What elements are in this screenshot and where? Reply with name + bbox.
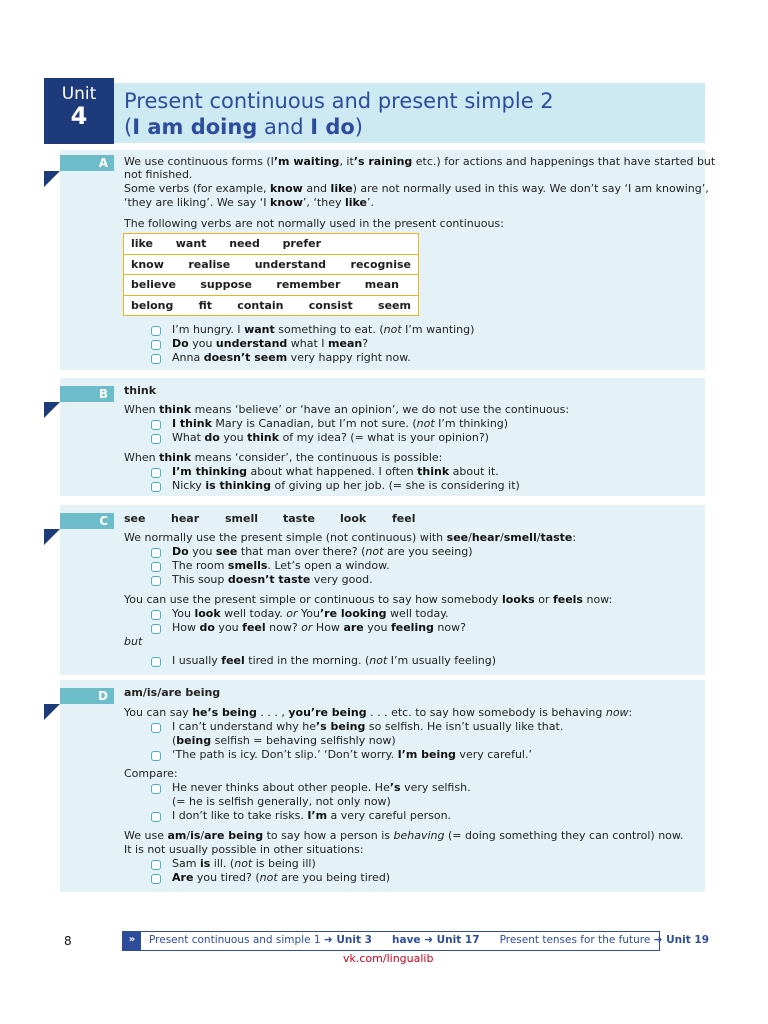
cross-references (149, 934, 709, 946)
b-para2: When think means ‘consider’, the continuous is possible: (124, 451, 443, 464)
d-example5: Sam is ill. (not is being ill) (172, 857, 316, 870)
source-link[interactable]: vk.com/lingualib (343, 952, 434, 965)
a-example3: Anna doesn’t seem very happy right now. (172, 351, 411, 364)
bullet-icon (151, 610, 161, 620)
table-row: know realise understand recognise (124, 254, 419, 275)
bullet-icon (151, 482, 161, 492)
bullet-icon (151, 562, 161, 572)
d-heading: am/is/are being (124, 686, 221, 699)
bullet-icon (151, 354, 161, 364)
verb-table (123, 233, 419, 316)
c-heading-hear: hear (171, 512, 200, 525)
ref-link-unit3[interactable]: Present continuous and simple 1 ➜ Unit 3 (149, 934, 372, 946)
c-example6: I usually feel tired in the morning. (not I’m usually feeling) (172, 654, 497, 667)
c-heading-look: look (340, 512, 367, 525)
unit-badge (44, 78, 114, 144)
section-c-marker (44, 529, 60, 545)
c-heading-feel: feel (392, 512, 416, 525)
b-example2: What do you think of my idea? (= what is your opinion?) (172, 431, 489, 444)
section-d-marker (44, 704, 60, 720)
bullet-icon (151, 326, 161, 336)
bullet-icon (151, 784, 161, 794)
c-para2: You can use the present simple or continuous to say how somebody looks or feels now: (124, 593, 613, 606)
b-heading: think (124, 384, 157, 397)
title-line2: (I am doing and I do) (124, 115, 363, 139)
c-example5: How do you feel now? or How are you feeling now? (172, 621, 466, 634)
bullet-icon (151, 657, 161, 667)
a-para1-line1: We use continuous forms (I’m waiting, it’s raining etc.) for actions and happenings that have started but (124, 155, 716, 168)
cross-reference-bar (122, 931, 709, 951)
c-example3: This soup doesn’t taste very good. (172, 573, 373, 586)
d-example2: ‘The path is icy. Don’t slip.’ ‘Don’t worry. I’m being very careful.’ (172, 748, 532, 761)
ref-link-unit19[interactable]: Present tenses for the future ➜ Unit 19 (499, 934, 709, 946)
d-para3: It is not usually possible in other situations: (124, 843, 364, 856)
d-example4: I don’t like to take risks. I’m a very careful person. (172, 809, 452, 822)
c-para1: We normally use the present simple (not continuous) with see/hear/smell/taste: (124, 531, 577, 544)
b-example1: I think Mary is Canadian, but I’m not sure. (not I’m thinking) (172, 417, 509, 430)
page-number: 8 (64, 934, 72, 948)
d-example3-note: (= he is selfish generally, not only now) (172, 795, 391, 808)
c-but: but (124, 635, 143, 648)
d-example6: Are you tired? (not are you being tired) (172, 871, 391, 884)
d-example1: I can’t understand why he’s being so selfish. He isn’t usually like that. (172, 720, 564, 733)
section-b-marker (44, 402, 60, 418)
a-example2: Do you understand what I mean? (172, 337, 369, 350)
bullet-icon (151, 468, 161, 478)
a-para2-line1: Some verbs (for example, know and like) are not normally used in this way. We don’t say ‘I am knowing’, (124, 182, 709, 195)
section-b-label: B (60, 386, 114, 402)
a-example1: I’m hungry. I want something to eat. (not I’m wanting) (172, 323, 475, 336)
d-compare: Compare: (124, 767, 178, 780)
bullet-icon (151, 751, 161, 761)
b-example4: Nicky is thinking of giving up her job. (= she is considering it) (172, 479, 520, 492)
bullet-icon (151, 576, 161, 586)
bullet-icon (151, 874, 161, 884)
ref-link-unit17[interactable]: have ➜ Unit 17 (392, 934, 480, 946)
unit-label: Unit (61, 84, 97, 104)
bullet-icon (151, 624, 161, 634)
c-heading-smell: smell (225, 512, 259, 525)
a-para3: The following verbs are not normally used in the present continuous: (124, 217, 504, 230)
double-arrow-icon: » (123, 932, 141, 950)
bullet-icon (151, 548, 161, 558)
b-example3: I’m thinking about what happened. I often think about it. (172, 465, 499, 478)
c-example2: The room smells. Let’s open a window. (172, 559, 390, 572)
table-row: like want need prefer (124, 234, 419, 255)
d-example3: He never thinks about other people. He’s very selfish. (172, 781, 471, 794)
b-para1: When think means ‘believe’ or ‘have an opinion’, we do not use the continuous: (124, 403, 570, 416)
bullet-icon (151, 860, 161, 870)
section-a-label: A (60, 155, 114, 171)
page-title (114, 83, 705, 143)
c-example4: You look well today. or You’re looking well today. (172, 607, 449, 620)
section-a-marker (44, 171, 60, 187)
a-para2-line2: ‘they are liking’. We say ‘I know’, ‘they like’. (124, 196, 374, 209)
bullet-icon (151, 420, 161, 430)
c-heading-see: see (124, 512, 146, 525)
c-heading-taste: taste (283, 512, 315, 525)
section-c-label: C (60, 513, 114, 529)
table-row: belong fit contain consist seem (131, 298, 411, 312)
title-line1: Present continuous and present simple 2 (124, 89, 554, 113)
d-para1: You can say he’s being . . . , you’re being . . . etc. to say how somebody is behaving now: (124, 706, 633, 719)
bullet-icon (151, 340, 161, 350)
bullet-icon (151, 434, 161, 444)
unit-number: 4 (70, 102, 88, 130)
d-para2: We use am/is/are being to say how a person is behaving (= doing something they can control) now. (124, 829, 684, 842)
d-example1-note: (being selfish = behaving selfishly now) (172, 734, 396, 747)
table-row: believe suppose remember mean (124, 275, 419, 296)
bullet-icon (151, 723, 161, 733)
a-para1-line2: not finished. (124, 168, 193, 181)
bullet-icon (151, 812, 161, 822)
c-example1: Do you see that man over there? (not are you seeing) (172, 545, 473, 558)
section-d-label: D (60, 688, 114, 704)
